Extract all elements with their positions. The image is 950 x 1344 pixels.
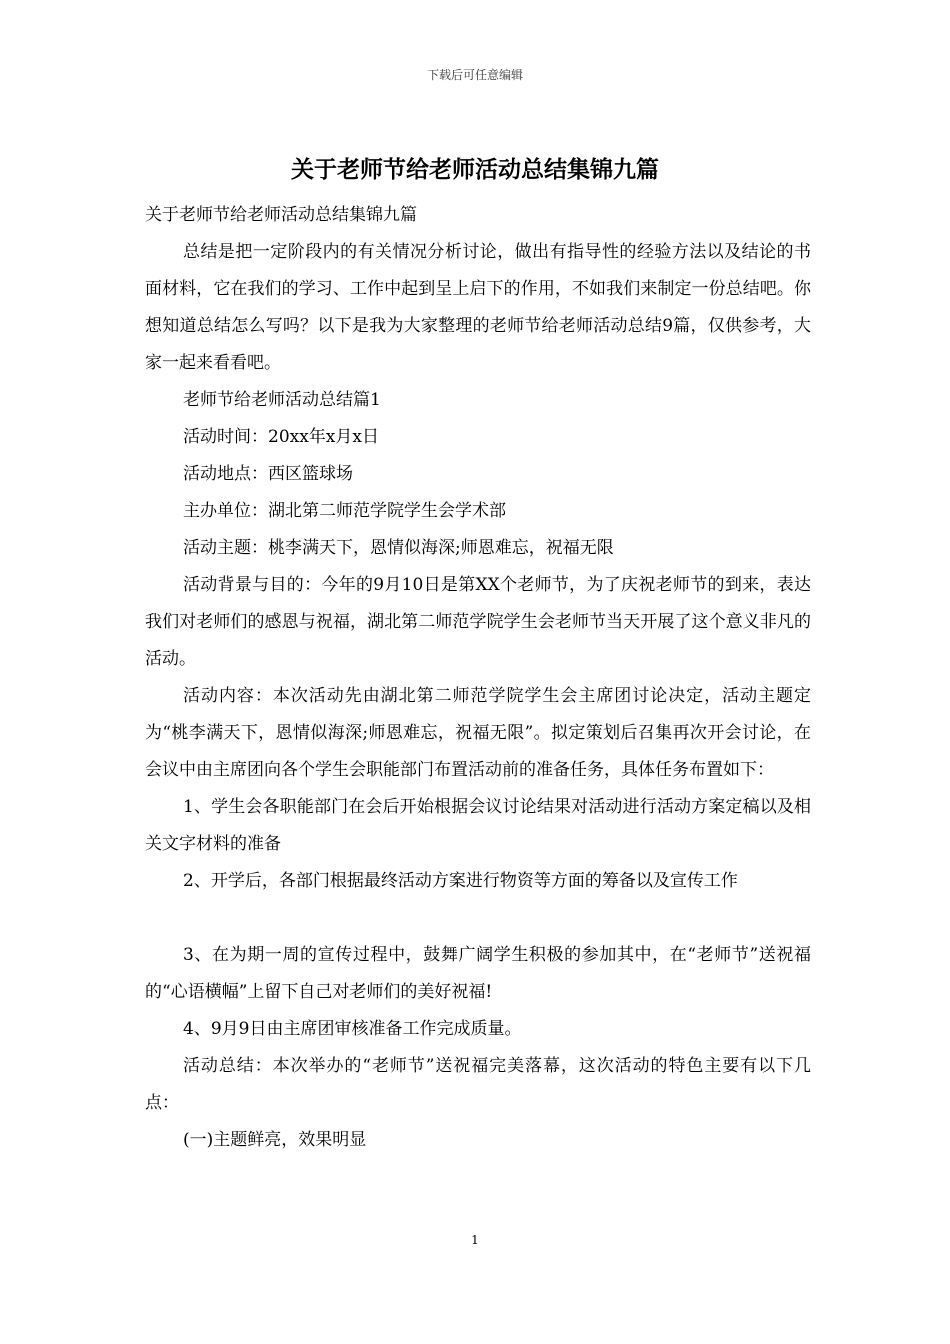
activity-time: 活动时间：20xx年x月x日: [183, 427, 379, 447]
summary-point-1: (一)主题鲜亮，效果明显: [183, 1130, 367, 1150]
activity-place: 活动地点：西区篮球场: [183, 464, 353, 484]
list-item-2: 2、开学后，各部门根据最终活动方案进行物资等方面的筹备以及宣传工作: [183, 871, 738, 891]
page-number: 1: [471, 1233, 479, 1247]
section-heading: 老师节给老师活动总结篇1: [183, 390, 381, 410]
list-item-1: 1、学生会各职能部门在会后开始根据会议讨论结果对活动进行活动方案定稿以及相关文字材料的准备: [145, 797, 811, 854]
list-item-4: 4、9月9日由主席团审核准备工作完成质量。: [183, 1019, 522, 1039]
document-title: 关于老师节给老师活动总结集锦九篇: [291, 156, 659, 183]
content-paragraph: 活动内容：本次活动先由湖北第二师范学院学生会主席团讨论决定，活动主题定为“桃李满天下，恩情似海深;师恩难忘，祝福无限”。拟定策划后召集再次开会讨论，在会议中由主席团向各个学生会职能部门布置活动前的准备任务，具体任务布置如下：: [145, 686, 811, 780]
blank-line: [145, 900, 811, 937]
activity-organizer: 主办单位：湖北第二师范学院学生会学术部: [183, 501, 506, 521]
subtitle: 关于老师节给老师活动总结集锦九篇: [145, 205, 417, 225]
header-note: 下载后可任意编辑: [426, 68, 523, 82]
intro-paragraph: 总结是把一定阶段内的有关情况分析讨论，做出有指导性的经验方法以及结论的书面材料，它在我们的学习、工作中起到呈上启下的作用，不如我们来制定一份总结吧。你想知道总结怎么写吗？以下是我为大家整理的老师节给老师活动总结9篇，仅供参考，大家一起来看看吧。: [145, 242, 811, 373]
list-item-3: 3、在为期一周的宣传过程中，鼓舞广阔学生积极的参加其中，在“老师节”送祝福的“心语横幅”上留下自己对老师们的美好祝福!: [145, 945, 811, 1002]
activity-theme: 活动主题：桃李满天下，恩情似海深;师恩难忘，祝福无限: [183, 538, 614, 558]
summary-paragraph: 活动总结：本次举办的“老师节”送祝福完美落幕，这次活动的特色主要有以下几点：: [145, 1056, 811, 1113]
background-paragraph: 活动背景与目的：今年的9月10日是第XX个老师节，为了庆祝老师节的到来，表达我们对老师们的感恩与祝福，湖北第二师范学院学生会老师节当天开展了这个意义非凡的活动。: [145, 575, 811, 669]
document-body: [145, 197, 811, 1159]
